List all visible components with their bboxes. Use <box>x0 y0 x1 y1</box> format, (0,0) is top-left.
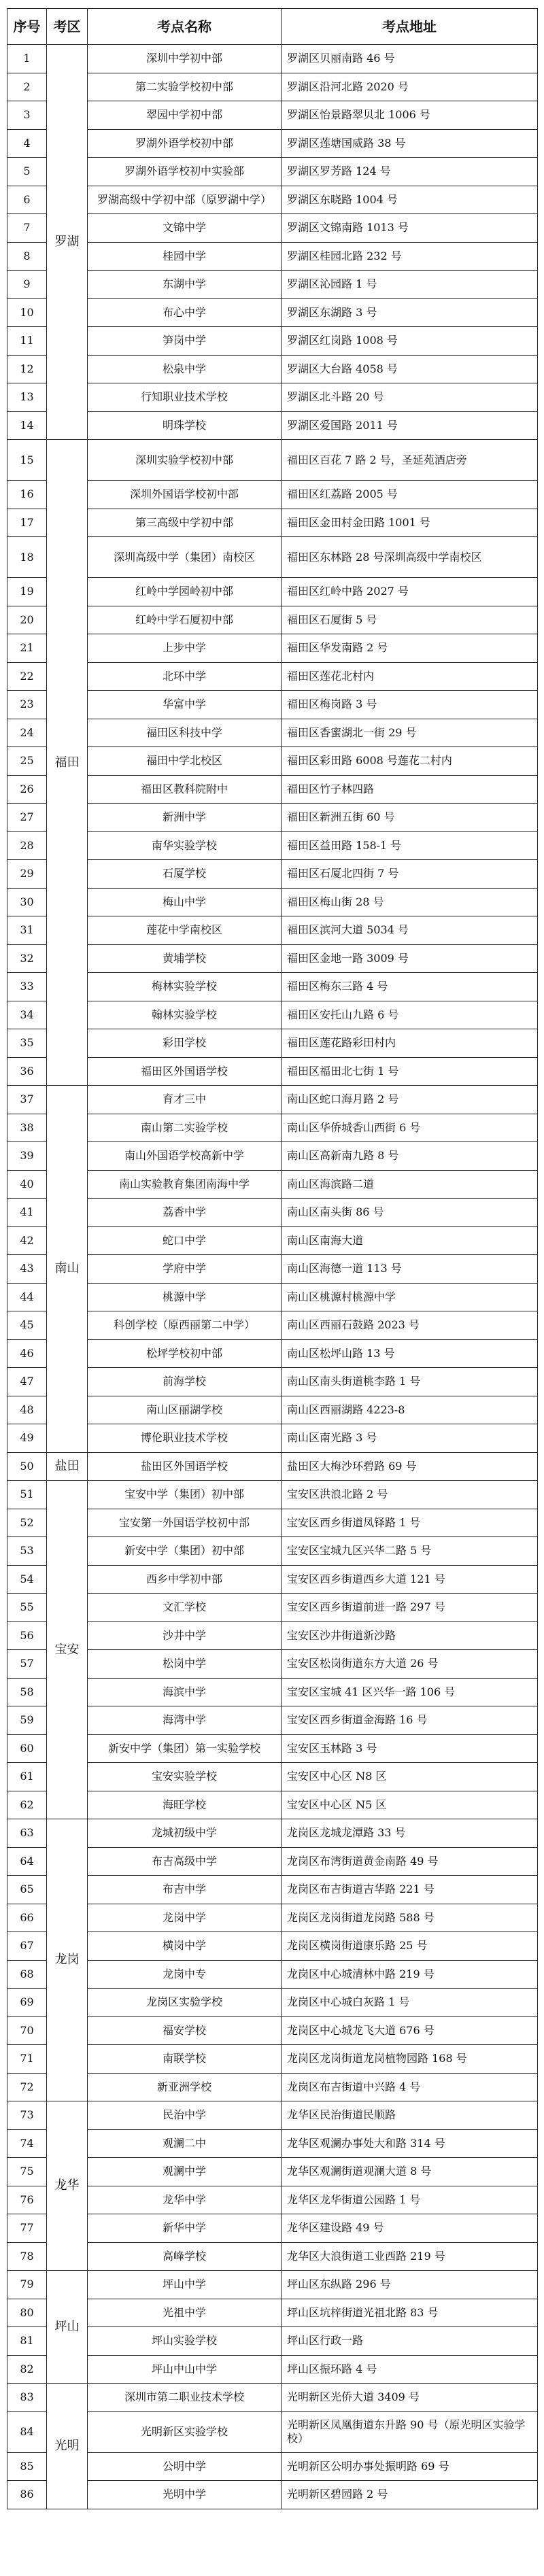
exam-site-name: 松坪学校初中部 <box>88 1339 282 1368</box>
exam-site-name: 海旺学校 <box>88 1791 282 1819</box>
row-index: 41 <box>7 1199 47 1227</box>
row-index: 5 <box>7 158 47 186</box>
exam-site-address: 龙华区观澜办事处大和路 314 号 <box>282 2129 538 2158</box>
exam-site-name: 坪山实验学校 <box>88 2327 282 2356</box>
row-index: 31 <box>7 916 47 945</box>
exam-site-address: 福田区香蜜湖北一街 29 号 <box>282 719 538 747</box>
exam-site-name: 深圳高级中学（集团）南校区 <box>88 537 282 578</box>
row-index: 80 <box>7 2299 47 2327</box>
row-index: 59 <box>7 1706 47 1735</box>
exam-site-name: 龙岗区实验学校 <box>88 1989 282 2017</box>
row-index: 6 <box>7 186 47 214</box>
exam-site-address: 福田区安托山九路 6 号 <box>282 1001 538 1029</box>
exam-site-address: 龙华区龙华街道公园路 1 号 <box>282 2186 538 2214</box>
exam-site-address: 龙华区观澜街道观澜大道 8 号 <box>282 2158 538 2186</box>
row-index: 52 <box>7 1509 47 1537</box>
exam-site-name: 布吉中学 <box>88 1876 282 1904</box>
exam-site-address: 福田区莲花北村内 <box>282 662 538 691</box>
row-index: 63 <box>7 1819 47 1848</box>
exam-site-name: 高峰学校 <box>88 2242 282 2271</box>
exam-site-address: 福田区彩田路 6008 号莲花二村内 <box>282 747 538 776</box>
exam-site-name: 翰林实验学校 <box>88 1001 282 1029</box>
exam-site-address: 宝安区洪浪北路 2 号 <box>282 1481 538 1509</box>
row-index: 9 <box>7 271 47 299</box>
exam-site-name: 北环中学 <box>88 662 282 691</box>
row-index: 77 <box>7 2214 47 2243</box>
exam-site-name: 科创学校（原西丽第二中学） <box>88 1311 282 1340</box>
table-row <box>7 2384 538 2412</box>
district-cell: 坪山 <box>47 2271 88 2384</box>
exam-site-address: 南山区南光路 3 号 <box>282 1424 538 1453</box>
row-index: 79 <box>7 2271 47 2299</box>
district-cell: 盐田 <box>47 1452 88 1481</box>
exam-site-address: 南山区海滨路二道 <box>282 1170 538 1199</box>
row-index: 85 <box>7 2452 47 2481</box>
exam-site-name: 宝安中学（集团）初中部 <box>88 1481 282 1509</box>
exam-site-name: 布吉高级中学 <box>88 1847 282 1876</box>
row-index: 46 <box>7 1339 47 1368</box>
exam-site-address: 龙岗区龙城龙潭路 33 号 <box>282 1819 538 1848</box>
exam-site-name: 盐田区外国语学校 <box>88 1452 282 1481</box>
exam-site-address: 罗湖区莲塘国威路 38 号 <box>282 129 538 158</box>
exam-site-address: 罗湖区桂园北路 232 号 <box>282 242 538 271</box>
exam-site-address: 宝安区宝城九区兴华二路 5 号 <box>282 1537 538 1566</box>
exam-site-address: 宝安区沙井街道新沙路 <box>282 1621 538 1650</box>
exam-site-address: 福田区华发南路 2 号 <box>282 634 538 663</box>
exam-site-address: 罗湖区东湖路 3 号 <box>282 298 538 327</box>
row-index: 71 <box>7 2045 47 2074</box>
row-index: 47 <box>7 1368 47 1396</box>
row-index: 60 <box>7 1734 47 1763</box>
exam-site-name: 福田区教科院附中 <box>88 775 282 804</box>
row-index: 50 <box>7 1452 47 1481</box>
row-index: 58 <box>7 1678 47 1706</box>
row-index: 65 <box>7 1876 47 1904</box>
exam-site-address: 南山区南头街道桃李路 1 号 <box>282 1368 538 1396</box>
district-cell: 龙岗 <box>47 1819 88 2101</box>
exam-site-address: 罗湖区红岗路 1008 号 <box>282 327 538 356</box>
exam-site-name: 彩田学校 <box>88 1029 282 1058</box>
exam-site-address: 福田区竹子林四路 <box>282 775 538 804</box>
exam-site-address: 南山区南海大道 <box>282 1226 538 1255</box>
row-index: 30 <box>7 888 47 916</box>
row-index: 11 <box>7 327 47 356</box>
exam-site-address: 南山区松坪山路 13 号 <box>282 1339 538 1368</box>
exam-site-address: 福田区红荔路 2005 号 <box>282 481 538 509</box>
exam-site-name: 学府中学 <box>88 1255 282 1284</box>
exam-site-address: 宝安区西乡街道凤铎路 1 号 <box>282 1509 538 1537</box>
row-index: 81 <box>7 2327 47 2356</box>
exam-site-name: 罗湖外语学校初中实验部 <box>88 158 282 186</box>
row-index: 14 <box>7 411 47 440</box>
exam-site-name: 荔香中学 <box>88 1199 282 1227</box>
row-index: 12 <box>7 355 47 383</box>
row-index: 69 <box>7 1989 47 2017</box>
exam-site-address: 南山区高新南九路 8 号 <box>282 1142 538 1171</box>
exam-site-address: 福田区梅东三路 4 号 <box>282 973 538 1001</box>
district-cell: 福田 <box>47 440 88 1086</box>
exam-site-name: 博伦职业技术学校 <box>88 1424 282 1453</box>
exam-site-name: 红岭中学园岭初中部 <box>88 578 282 606</box>
header-row <box>7 9 538 45</box>
row-index: 64 <box>7 1847 47 1876</box>
exam-site-address: 福田区百花 7 路 2 号，圣延苑酒店旁 <box>282 440 538 481</box>
exam-site-name: 横岗中学 <box>88 1932 282 1961</box>
exam-site-address: 龙岗区中心城白灰路 1 号 <box>282 1989 538 2017</box>
exam-site-name: 明珠学校 <box>88 411 282 440</box>
exam-site-name: 民治中学 <box>88 2101 282 2130</box>
exam-site-name: 坪山中山中学 <box>88 2355 282 2384</box>
exam-site-name: 行知职业技术学校 <box>88 383 282 412</box>
row-index: 68 <box>7 1960 47 1989</box>
exam-site-name: 南山区丽湖学校 <box>88 1396 282 1424</box>
exam-site-address: 罗湖区北斗路 20 号 <box>282 383 538 412</box>
row-index: 10 <box>7 298 47 327</box>
row-index: 28 <box>7 831 47 860</box>
exam-site-address: 龙岗区中心城龙飞大道 676 号 <box>282 2016 538 2045</box>
exam-site-name: 宝安第一外国语学校初中部 <box>88 1509 282 1537</box>
exam-site-address: 南山区蛇口海月路 2 号 <box>282 1086 538 1114</box>
exam-site-address: 坪山区振环路 4 号 <box>282 2355 538 2384</box>
exam-site-name: 宝安实验学校 <box>88 1763 282 1791</box>
exam-site-name: 罗湖外语学校初中部 <box>88 129 282 158</box>
exam-site-address: 宝安区松岗街道东方大道 26 号 <box>282 1650 538 1679</box>
exam-site-address: 福田区金田村金田路 1001 号 <box>282 509 538 537</box>
exam-site-name: 深圳实验学校初中部 <box>88 440 282 481</box>
exam-site-name: 梅林实验学校 <box>88 973 282 1001</box>
exam-site-name: 莲花中学南校区 <box>88 916 282 945</box>
exam-site-name: 前海学校 <box>88 1368 282 1396</box>
exam-site-name: 翠园中学初中部 <box>88 101 282 130</box>
exam-site-name: 深圳外国语学校初中部 <box>88 481 282 509</box>
row-index: 66 <box>7 1904 47 1932</box>
row-index: 74 <box>7 2129 47 2158</box>
row-index: 21 <box>7 634 47 663</box>
district-cell: 宝安 <box>47 1481 88 1819</box>
exam-site-address: 福田区新洲五街 60 号 <box>282 804 538 832</box>
exam-site-address: 盐田区大梅沙环碧路 69 号 <box>282 1452 538 1481</box>
exam-site-name: 第三高级中学初中部 <box>88 509 282 537</box>
row-index: 32 <box>7 944 47 973</box>
row-index: 78 <box>7 2242 47 2271</box>
row-index: 72 <box>7 2073 47 2101</box>
exam-site-address: 南山区西丽湖路 4223-8 <box>282 1396 538 1424</box>
table-body <box>7 45 538 2509</box>
row-index: 55 <box>7 1594 47 1622</box>
row-index: 54 <box>7 1565 47 1594</box>
exam-site-name: 南山外国语学校高新中学 <box>88 1142 282 1171</box>
row-index: 17 <box>7 509 47 537</box>
exam-site-name: 深圳市第二职业技术学校 <box>88 2384 282 2412</box>
exam-site-address: 龙华区民治街道民顺路 <box>282 2101 538 2130</box>
row-index: 36 <box>7 1057 47 1086</box>
exam-site-name: 石厦学校 <box>88 860 282 889</box>
exam-site-address: 宝安区西乡街道金海路 16 号 <box>282 1706 538 1735</box>
exam-site-address: 福田区莲花路彩田村内 <box>282 1029 538 1058</box>
exam-site-name: 红岭中学石厦初中部 <box>88 606 282 634</box>
district-cell: 光明 <box>47 2384 88 2509</box>
row-index: 57 <box>7 1650 47 1679</box>
exam-site-name: 福田区外国语学校 <box>88 1057 282 1086</box>
table-row <box>7 1819 538 1848</box>
exam-site-name: 蛇口中学 <box>88 1226 282 1255</box>
exam-site-name: 文汇学校 <box>88 1594 282 1622</box>
exam-site-name: 沙井中学 <box>88 1621 282 1650</box>
row-index: 42 <box>7 1226 47 1255</box>
exam-site-name: 光明新区实验学校 <box>88 2411 282 2452</box>
row-index: 8 <box>7 242 47 271</box>
row-index: 4 <box>7 129 47 158</box>
exam-site-name: 新华中学 <box>88 2214 282 2243</box>
row-index: 16 <box>7 481 47 509</box>
row-index: 29 <box>7 860 47 889</box>
exam-site-address: 坪山区坑梓街道光祖北路 83 号 <box>282 2299 538 2327</box>
exam-site-address: 光明新区光侨大道 3409 号 <box>282 2384 538 2412</box>
row-index: 38 <box>7 1114 47 1142</box>
row-index: 19 <box>7 578 47 606</box>
exam-site-address: 坪山区东纵路 296 号 <box>282 2271 538 2299</box>
exam-site-name: 松泉中学 <box>88 355 282 383</box>
row-index: 20 <box>7 606 47 634</box>
exam-site-name: 新洲中学 <box>88 804 282 832</box>
exam-site-address: 罗湖区怡景路翠贝北 1006 号 <box>282 101 538 130</box>
exam-site-address: 罗湖区沿河北路 2020 号 <box>282 73 538 101</box>
exam-site-name: 光明中学 <box>88 2481 282 2509</box>
exam-site-address: 罗湖区文锦南路 1013 号 <box>282 214 538 243</box>
exam-site-address: 福田区石厦街 5 号 <box>282 606 538 634</box>
exam-site-name: 深圳中学初中部 <box>88 45 282 73</box>
row-index: 35 <box>7 1029 47 1058</box>
exam-site-address: 龙岗区布吉街道中兴路 4 号 <box>282 2073 538 2101</box>
exam-site-name: 海湾中学 <box>88 1706 282 1735</box>
row-index: 39 <box>7 1142 47 1171</box>
exam-site-address: 宝安区西乡街道前进一路 297 号 <box>282 1594 538 1622</box>
exam-site-name: 布心中学 <box>88 298 282 327</box>
exam-site-address: 光明新区凤凰街道东升路 90 号（原光明区实验学校） <box>282 2411 538 2452</box>
exam-site-address: 罗湖区贝丽南路 46 号 <box>282 45 538 73</box>
table-row <box>7 2101 538 2130</box>
exam-site-name: 第二实验学校初中部 <box>88 73 282 101</box>
exam-site-address: 宝安区中心区 N5 区 <box>282 1791 538 1819</box>
exam-site-address: 龙岗区龙岗街道龙岗植物园路 168 号 <box>282 2045 538 2074</box>
district-cell: 龙华 <box>47 2101 88 2271</box>
row-index: 75 <box>7 2158 47 2186</box>
exam-site-name: 观澜二中 <box>88 2129 282 2158</box>
row-index: 86 <box>7 2481 47 2509</box>
exam-site-name: 龙华中学 <box>88 2186 282 2214</box>
row-index: 82 <box>7 2355 47 2384</box>
table-row <box>7 1086 538 1114</box>
exam-site-address: 福田区金地一路 3009 号 <box>282 944 538 973</box>
exam-site-address: 福田区梅山街 28 号 <box>282 888 538 916</box>
header-index: 序号 <box>7 9 47 45</box>
row-index: 1 <box>7 45 47 73</box>
row-index: 33 <box>7 973 47 1001</box>
exam-site-address: 福田区梅岗路 3 号 <box>282 691 538 719</box>
row-index: 49 <box>7 1424 47 1453</box>
exam-site-address: 福田区东林路 28 号深圳高级中学南校区 <box>282 537 538 578</box>
exam-site-address: 龙华区大浪街道工业西路 219 号 <box>282 2242 538 2271</box>
header-address: 考点地址 <box>282 9 538 45</box>
table-row <box>7 440 538 481</box>
exam-site-name: 罗湖高级中学初中部（原罗湖中学） <box>88 186 282 214</box>
exam-site-address: 福田区福田北七街 1 号 <box>282 1057 538 1086</box>
exam-site-address: 福田区益田路 158-1 号 <box>282 831 538 860</box>
table-row <box>7 45 538 73</box>
exam-site-name: 西乡中学初中部 <box>88 1565 282 1594</box>
exam-site-name: 福安学校 <box>88 2016 282 2045</box>
exam-site-name: 新安中学（集团）第一实验学校 <box>88 1734 282 1763</box>
exam-site-address: 罗湖区沁园路 1 号 <box>282 271 538 299</box>
row-index: 44 <box>7 1283 47 1311</box>
exam-site-address: 龙华区建设路 49 号 <box>282 2214 538 2243</box>
row-index: 3 <box>7 101 47 130</box>
exam-site-address: 罗湖区罗芳路 124 号 <box>282 158 538 186</box>
exam-site-address: 龙岗区龙岗街道龙岗路 588 号 <box>282 1904 538 1932</box>
row-index: 26 <box>7 775 47 804</box>
exam-site-name: 育才三中 <box>88 1086 282 1114</box>
exam-site-name: 笋岗中学 <box>88 327 282 356</box>
row-index: 48 <box>7 1396 47 1424</box>
exam-site-name: 南联学校 <box>88 2045 282 2074</box>
exam-site-name: 福田区科技中学 <box>88 719 282 747</box>
exam-site-address: 宝安区西乡街道西乡大道 121 号 <box>282 1565 538 1594</box>
district-cell: 南山 <box>47 1086 88 1453</box>
exam-site-address: 罗湖区大台路 4058 号 <box>282 355 538 383</box>
row-index: 25 <box>7 747 47 776</box>
exam-site-name: 新安中学（集团）初中部 <box>88 1537 282 1566</box>
row-index: 23 <box>7 691 47 719</box>
exam-site-name: 东湖中学 <box>88 271 282 299</box>
row-index: 15 <box>7 440 47 481</box>
exam-site-name: 南山实验教育集团南海中学 <box>88 1170 282 1199</box>
exam-site-name: 福田中学北校区 <box>88 747 282 776</box>
row-index: 7 <box>7 214 47 243</box>
row-index: 51 <box>7 1481 47 1509</box>
exam-site-address: 宝安区玉林路 3 号 <box>282 1734 538 1763</box>
row-index: 84 <box>7 2411 47 2452</box>
exam-site-address: 光明新区碧园路 2 号 <box>282 2481 538 2509</box>
exam-site-name: 观澜中学 <box>88 2158 282 2186</box>
exam-site-address: 南山区桃源村桃源中学 <box>282 1283 538 1311</box>
exam-site-address: 福田区石厦北四街 7 号 <box>282 860 538 889</box>
exam-site-address: 龙岗区布湾街道黄金南路 49 号 <box>282 1847 538 1876</box>
exam-site-address: 宝安区宝城 41 区兴华一路 106 号 <box>282 1678 538 1706</box>
row-index: 62 <box>7 1791 47 1819</box>
row-index: 61 <box>7 1763 47 1791</box>
header-district: 考区 <box>47 9 88 45</box>
exam-site-address: 福田区红岭中路 2027 号 <box>282 578 538 606</box>
exam-site-name: 黄埔学校 <box>88 944 282 973</box>
row-index: 73 <box>7 2101 47 2130</box>
exam-site-name: 南华实验学校 <box>88 831 282 860</box>
row-index: 43 <box>7 1255 47 1284</box>
row-index: 22 <box>7 662 47 691</box>
district-cell: 罗湖 <box>47 45 88 440</box>
row-index: 45 <box>7 1311 47 1340</box>
exam-site-name: 桃源中学 <box>88 1283 282 1311</box>
table-row <box>7 1452 538 1481</box>
exam-site-address: 罗湖区东晓路 1004 号 <box>282 186 538 214</box>
exam-site-name: 梅山中学 <box>88 888 282 916</box>
exam-site-name: 上步中学 <box>88 634 282 663</box>
row-index: 83 <box>7 2384 47 2412</box>
row-index: 70 <box>7 2016 47 2045</box>
exam-site-name: 光祖中学 <box>88 2299 282 2327</box>
exam-site-name: 文锦中学 <box>88 214 282 243</box>
exam-site-address: 罗湖区爱国路 2011 号 <box>282 411 538 440</box>
row-index: 40 <box>7 1170 47 1199</box>
exam-site-name: 华富中学 <box>88 691 282 719</box>
exam-site-address: 龙岗区中心城清林中路 219 号 <box>282 1960 538 1989</box>
row-index: 13 <box>7 383 47 412</box>
exam-site-name: 松岗中学 <box>88 1650 282 1679</box>
row-index: 34 <box>7 1001 47 1029</box>
exam-site-address: 龙岗区布吉街道吉华路 221 号 <box>282 1876 538 1904</box>
exam-site-name: 南山第二实验学校 <box>88 1114 282 1142</box>
exam-site-name: 新亚洲学校 <box>88 2073 282 2101</box>
row-index: 24 <box>7 719 47 747</box>
exam-site-name: 龙岗中专 <box>88 1960 282 1989</box>
exam-site-name: 公明中学 <box>88 2452 282 2481</box>
row-index: 18 <box>7 537 47 578</box>
exam-site-address: 南山区南头街 86 号 <box>282 1199 538 1227</box>
exam-site-address: 坪山区行政一路 <box>282 2327 538 2356</box>
exam-site-name: 龙岗中学 <box>88 1904 282 1932</box>
row-index: 2 <box>7 73 47 101</box>
exam-site-address: 南山区海德一道 113 号 <box>282 1255 538 1284</box>
exam-site-address: 南山区华侨城香山西街 6 号 <box>282 1114 538 1142</box>
row-index: 67 <box>7 1932 47 1961</box>
row-index: 76 <box>7 2186 47 2214</box>
table-row <box>7 2271 538 2299</box>
exam-site-address: 光明新区公明办事处振明路 69 号 <box>282 2452 538 2481</box>
exam-site-address: 龙岗区横岗街道康乐路 25 号 <box>282 1932 538 1961</box>
table-row <box>7 1481 538 1509</box>
exam-site-name: 桂园中学 <box>88 242 282 271</box>
exam-site-address: 福田区滨河大道 5034 号 <box>282 916 538 945</box>
header-name: 考点名称 <box>88 9 282 45</box>
exam-site-name: 坪山中学 <box>88 2271 282 2299</box>
row-index: 37 <box>7 1086 47 1114</box>
row-index: 56 <box>7 1621 47 1650</box>
row-index: 53 <box>7 1537 47 1566</box>
row-index: 27 <box>7 804 47 832</box>
exam-site-name: 海滨中学 <box>88 1678 282 1706</box>
exam-site-name: 龙城初级中学 <box>88 1819 282 1848</box>
exam-site-table <box>7 8 538 2509</box>
exam-site-address: 宝安区中心区 N8 区 <box>282 1763 538 1791</box>
exam-site-address: 南山区西丽石鼓路 2023 号 <box>282 1311 538 1340</box>
